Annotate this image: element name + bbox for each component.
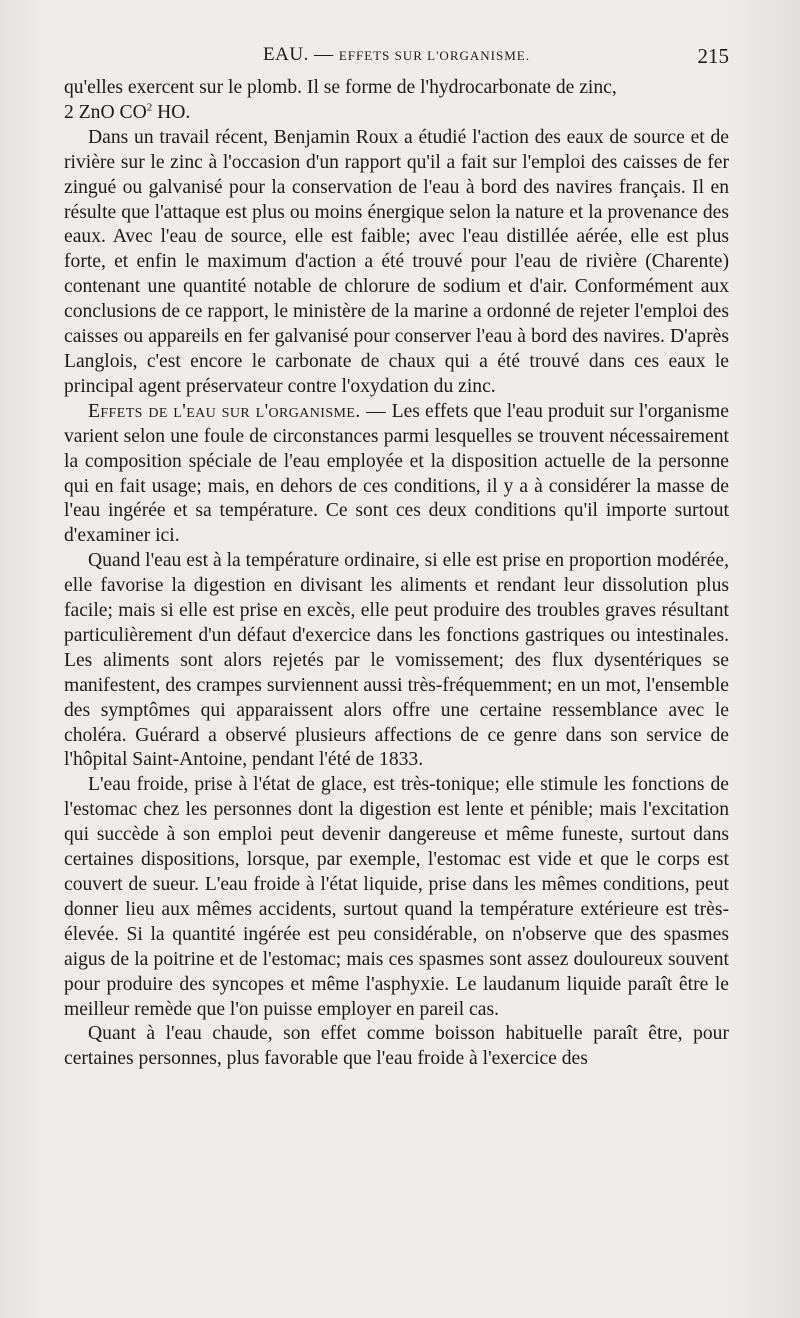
paragraph-continuation-line: qu'elles exercent sur le plomb. Il se forme de l'hydrocarbonate de zinc, (64, 77, 617, 98)
running-head (64, 44, 729, 66)
formula-superscript: 2 (146, 101, 153, 114)
paragraph-continuation (64, 76, 729, 126)
formula-part-b: HO. (152, 101, 191, 123)
section-heading: Effets de l'eau sur l'organisme. — (88, 400, 392, 422)
body-text (64, 76, 729, 1072)
section-heading-text: Les effets que l'eau produit sur l'organisme varient selon une foule de circonstances parmi lesquelles se trouvent nécessairement la composition spéciale de l'eau employée et la disposition actuelle de la personne qui en fait usage; mais, en dehors de ces conditions, il y a à considérer la masse de l'eau ingérée et sa température. Ce sont ces deux conditions qu'il importe surtout d'examiner ici. (64, 400, 729, 547)
paragraph-ordinary-temperature: Quand l'eau est à la température ordinaire, si elle est prise en proportion modérée, elle favorise la digestion en divisant les aliments et rendant leur dissolution plus facile; mais si elle est prise en excès, elle peut produire des troubles graves résultant particulièrement d'un défaut d'exercice dans les fonctions gastriques ou intestinales. Les aliments sont alors rejetés par le vomissement; des flux dysentériques se manifestent, des crampes surviennent aussi très-fréquemment; en un mot, l'ensemble des symptômes qui apparaissent alors offre une certaine ressemblance avec le choléra. Guérard a observé plusieurs affections de ce genre dans son service de l'hôpital Saint-Antoine, pendant l'été de 1833. (64, 550, 729, 771)
chemical-formula (64, 102, 190, 123)
page-number: 215 (697, 44, 729, 68)
running-head-section: EFFETS SUR L'ORGANISME. (338, 48, 530, 63)
paragraph-zinc-study: Dans un travail récent, Benjamin Roux a étudié l'action des eaux de source et de rivière sur le zinc à l'occasion d'un rapport qu'il a fait sur l'emploi des caisses de fer zingué ou galvanisé pour la conservation de l'eau à bord des navires français. Il en résulte que l'attaque est plus ou moins énergique selon la nature et la provenance des eaux. Avec l'eau de source, elle est faible; avec l'eau distillée aérée, elle est plus forte, et enfin le maximum d'action a été trouvé pour l'eau de rivière (Charente) contenant une quantité notable de chlorure de sodium et d'air. Conformément aux conclusions de ce rapport, le ministère de la marine a ordonné de rejeter l'emploi des caisses ou appareils en fer galvanisé pour conserver l'eau à bord des navires. D'après Langlois, c'est encore le carbonate de chaux qui a été trouvé dans ces eaux le principal agent préservateur contre l'oxydation du zinc. (64, 126, 729, 397)
paragraph-effects-on-organism (64, 400, 729, 549)
running-head-dash: — (314, 44, 334, 65)
page-header (64, 44, 729, 72)
formula-part-a: 2 ZnO CO (64, 101, 147, 123)
running-head-title: EAU. (263, 44, 309, 65)
paragraph-cold-water: L'eau froide, prise à l'état de glace, est très-tonique; elle stimule les fonctions de l'estomac chez les personnes dont la digestion est lente et pénible; mais l'excitation qui succède à son emploi peut devenir dangereuse et même funeste, surtout dans certaines dispositions, lorsque, par exemple, l'estomac est vide et que le corps est couvert de sueur. L'eau froide à l'état liquide, prise dans les mêmes conditions, peut donner lieu aux mêmes accidents, surtout quand la température extérieure est très-élevée. Si la quantité ingérée est peu considérable, on n'observe que des spasmes aigus de la poitrine et de l'estomac; mais ces spasmes sont assez douloureux souvent pour produire des syncopes et même l'asphyxie. Le laudanum liquide paraît être le meilleur remède que l'on puisse employer en pareil cas. (64, 774, 729, 1020)
paragraph-hot-water: Quant à l'eau chaude, son effet comme boisson habituelle paraît être, pour certaines personnes, plus favorable que l'eau froide à l'exercice des (64, 1023, 729, 1070)
